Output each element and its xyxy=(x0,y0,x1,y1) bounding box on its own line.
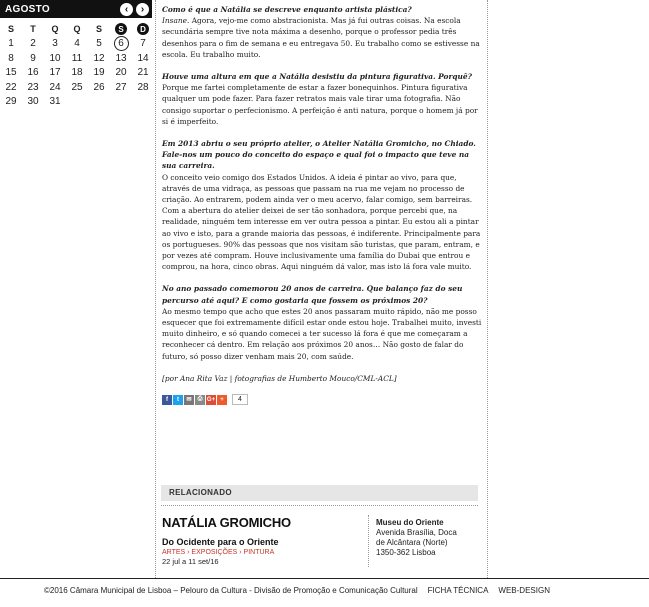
answer-text: Agora, vejo-me como abstracionista. Mas já fui outras coisas. Na escola secundária sempre tive nota máxima a desenho, porque o professor pedia três desenhos para o fim de semana e eu entregava 50. Eu trabalho como se estivesse na escola. Eu trabalho muito. xyxy=(162,16,480,59)
interview-question: Como é que a Natália se descreve enquanto artista plástica? xyxy=(162,5,412,14)
calendar-day[interactable]: 13 xyxy=(115,52,127,64)
calendar-day[interactable]: 12 xyxy=(93,52,105,64)
calendar-day[interactable]: 5 xyxy=(96,38,102,50)
calendar-day[interactable]: 2 xyxy=(30,38,36,50)
footer xyxy=(0,578,649,607)
calendar-day[interactable]: 9 xyxy=(30,52,36,64)
calendar-day[interactable]: 22 xyxy=(5,81,17,93)
calendar-day[interactable]: 24 xyxy=(49,81,61,93)
calendar-day[interactable]: 25 xyxy=(71,81,83,93)
email-icon[interactable]: ✉ xyxy=(184,395,194,405)
divider xyxy=(161,505,478,506)
calendar-day[interactable]: 30 xyxy=(27,96,39,108)
calendar-day[interactable]: 10 xyxy=(49,52,61,64)
interview-question: Em 2013 abriu o seu próprio atelier, o Atelier Natália Gromicho, no Chiado. Fale-nos um pouco do conceito do espaço e qual foi o impacto que teve na sua carreira. xyxy=(162,139,476,171)
related-venue[interactable]: Museu do Oriente xyxy=(376,518,444,527)
address-line: de Alcântara (Norte) xyxy=(376,538,448,547)
weekday-label: Q xyxy=(51,24,59,35)
calendar-day[interactable]: 29 xyxy=(5,96,17,108)
address-line: 1350-362 Lisboa xyxy=(376,548,436,557)
calendar-day[interactable]: 27 xyxy=(115,81,127,93)
interview-article xyxy=(162,4,482,384)
calendar-day[interactable]: 20 xyxy=(115,67,127,79)
calendar-day[interactable]: 19 xyxy=(93,67,105,79)
calendar-day[interactable]: 8 xyxy=(8,52,14,64)
calendar-day[interactable]: 21 xyxy=(137,67,149,79)
twitter-icon[interactable]: t xyxy=(173,395,183,405)
weekday-label: S xyxy=(110,22,132,37)
related-categories[interactable]: ARTES › EXPOSIÇÕES › PINTURA xyxy=(162,549,275,556)
print-icon[interactable]: ⎙ xyxy=(195,395,205,405)
weekday-label: T xyxy=(30,24,36,35)
related-event[interactable] xyxy=(162,515,362,566)
calendar-day[interactable]: 4 xyxy=(74,38,80,50)
footer-link-ficha-tecnica[interactable]: FICHA TÉCNICA xyxy=(427,586,489,595)
related-dates: 22 jul a 11 set/16 xyxy=(162,557,219,566)
calendar-day[interactable]: 31 xyxy=(49,96,61,108)
address-line: Avenida Brasília, Doca xyxy=(376,528,457,537)
answer-lead: Insane. xyxy=(162,16,190,26)
calendar-day[interactable]: 28 xyxy=(137,81,149,93)
calendar-grid xyxy=(0,22,152,109)
calendar-empty xyxy=(66,95,88,110)
answer-text: O conceito veio comigo dos Estados Unidos. A ideia é pintar ao vivo, para que, através de uma vidraça, as pessoas que passam na rua me vejam no processo de criação. Ao entrarem, podem ainda ver o meu acervo, falar comigo, sem barreiras. Com a abertura do atelier deixei de ser tão sonhadora, porque percebi que, na realidade, ninguém tem interesse em ver outra pessoa a pintar. Eu estou ali a pintar ao vivo e isto, para a grande maioria das pessoas, é indiferente. Principalmente para os portugueses. 90% das pessoas que nos visitam são turistas, que param, entram, e por vezes até compram. Houve inclusivamente uma família do Dubai que entrou e comprou, na hora, cinco obras. Aqui ninguém dá valor, mas isto lá fora vale muito. xyxy=(162,172,481,272)
divider xyxy=(368,515,369,567)
photo-credit: [por Ana Rita Vaz | fotografias de Humberto Mouco/CML-ACL] xyxy=(162,373,397,383)
calendar-month: AGOSTO xyxy=(5,3,50,15)
facebook-icon[interactable]: f xyxy=(162,395,172,405)
calendar-day[interactable]: 1 xyxy=(8,38,14,50)
interview-answer xyxy=(162,15,482,60)
plus-icon[interactable]: + xyxy=(217,395,227,405)
calendar-empty xyxy=(88,95,110,110)
google-plus-icon[interactable]: G+ xyxy=(206,396,216,403)
weekday-label: D xyxy=(132,22,154,37)
related-title[interactable]: Do Ocidente para o Oriente xyxy=(162,537,279,547)
footer-copyright: ©2016 Câmara Municipal de Lisboa – Pelouro da Cultura - Divisão de Promoção e Comunicação Cultural xyxy=(44,586,418,595)
weekday-label: Q xyxy=(73,24,81,35)
calendar-day[interactable]: 16 xyxy=(27,67,39,79)
calendar-day[interactable]: 14 xyxy=(137,52,149,64)
share-count: 4 xyxy=(232,394,248,405)
share-bar xyxy=(162,394,248,405)
calendar-day[interactable]: 6 xyxy=(110,37,132,52)
calendar-day[interactable]: 7 xyxy=(140,38,146,50)
calendar-day[interactable]: 18 xyxy=(71,67,83,79)
related-venue-block xyxy=(376,518,486,558)
calendar-header xyxy=(0,0,152,18)
calendar-widget xyxy=(0,0,152,109)
calendar-day[interactable]: 17 xyxy=(49,67,61,79)
calendar-day[interactable]: 26 xyxy=(93,81,105,93)
calendar-empty xyxy=(110,95,132,110)
content-column xyxy=(155,0,488,578)
interview-question: Houve uma altura em que a Natália desistiu da pintura figurativa. Porquê? xyxy=(162,72,472,82)
calendar-empty xyxy=(132,95,154,110)
answer-text: Porque me fartei completamente de estar a fazer bonequinhos. Pintura figurativa qualquer um pode fazer. Para fazer retratos mais vale tirar uma fotografia. Não consigo suportar o perfecionismo. A perfeição é anti natura, porque o homem já por si é imperfeito. xyxy=(162,83,478,126)
weekday-label: S xyxy=(95,24,102,35)
answer-text: Ao mesmo tempo que acho que estes 20 anos passaram muito rápido, não me posso esquecer que foi extremamente difícil estar onde estou hoje. Trabalhei muito, investi muito dinheiro, e só quando comecei a ter sucesso lá fora é que me começaram a reconhecer cá dentro. Em relação aos próximos 20 anos… Não gosto de falar do futuro, só posso dizer venham mais 20, com saúde. xyxy=(162,306,482,361)
interview-answer xyxy=(162,306,482,362)
chevron-left-icon[interactable]: ‹ xyxy=(120,3,133,16)
interview-answer xyxy=(162,172,482,273)
interview-answer xyxy=(162,82,482,127)
calendar-day[interactable]: 23 xyxy=(27,81,39,93)
weekday-label: S xyxy=(7,24,14,35)
related-heading: RELACIONADO xyxy=(161,485,478,501)
chevron-right-icon[interactable]: › xyxy=(136,3,149,16)
related-artist[interactable]: NATÁLIA GROMICHO xyxy=(162,515,291,530)
interview-question: No ano passado comemorou 20 anos de carreira. Que balanço faz do seu percurso até aqui? E como gostaria que fossem os próximos 20? xyxy=(162,284,463,305)
calendar-day[interactable]: 3 xyxy=(52,38,58,50)
calendar-day[interactable]: 11 xyxy=(71,52,83,64)
calendar-day[interactable]: 15 xyxy=(5,67,17,79)
footer-link-web-design[interactable]: WEB-DESIGN xyxy=(498,586,550,595)
